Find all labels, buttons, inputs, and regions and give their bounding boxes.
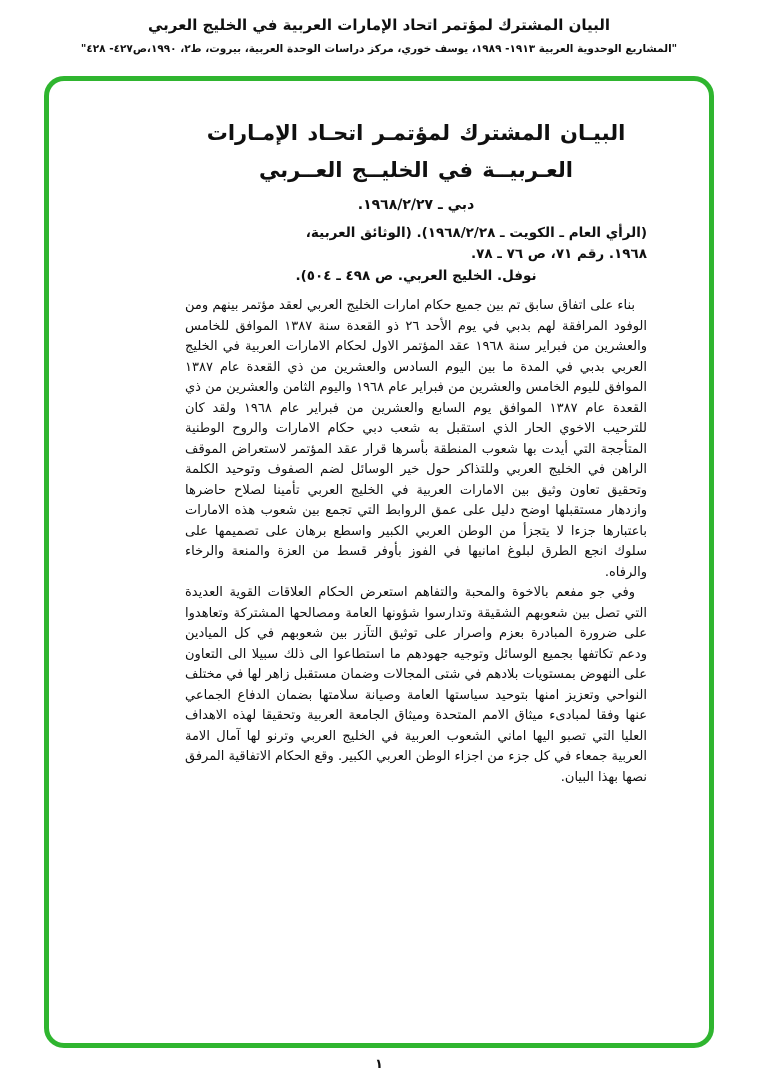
document-content xyxy=(185,115,647,788)
page-header xyxy=(0,0,758,55)
header-title: البيان المشترك لمؤتمر اتحاد الإمارات العربية في الخليج العربي xyxy=(147,16,611,34)
document-frame xyxy=(44,76,714,1048)
source-line-3: نوفل. الخليج العربي. ص ٤٩٨ ـ ٥٠٤). xyxy=(295,267,537,284)
dateline: دبي ـ ١٩٦٨/٢/٢٧. xyxy=(357,196,475,213)
document-body xyxy=(185,296,647,788)
page-number: ١ xyxy=(375,1057,383,1072)
paragraph: وفي جو مفعم بالاخوة والمحبة والتفاهم استعرض الحكام العلاقات القوية العديدة التي تصل بين شعوبهم الشقيقة وتدارسوا شؤونها العامة ومصالحها المشتركة وتعاهدوا على ضرورة المبادرة بعزم واصرار على توثيق التآزر بين شعوبهم في كل الميادين ودعم تكاتفها بجميع الوسائل وتوجيه جهودهم ما استطاعوا الى ذلك سبيلا الى التعاون على النهوض بمستويات بلادهم في شتى المجالات وضمان مستقبل زاهر لها في مختلف النواحي وتعزيز امنها بتوحيد سياستها العامة وصيانة سلامتها بضمان الدفاع الجماعي عنها وفقا لمبادىء ميثاق الامم المتحدة وميثاق الجامعة العربية وتحقيقا لهذه الاهداف العليا التي تصبو اليها اماني الشعوب العربية في الخليج العربي وترنو لها آمال الامة العربية جمعاء في كل جزء من اجزاء الوطن العربي الكبير. وقع الحكام الاتفاقية المرفق نصها بهذا البيان. xyxy=(185,585,647,785)
document-title-line2: العـربيــة في الخليــج العــربي xyxy=(259,157,573,182)
source-line-2: ١٩٦٨. رقم ٧١، ص ٧٦ ـ ٧٨. xyxy=(470,246,647,263)
source-references xyxy=(185,223,647,288)
document-title xyxy=(185,115,647,189)
document-title-line1: البيـان المشترك لمؤتمـر اتحـاد الإمـارات xyxy=(206,121,626,145)
paragraph: بناء على اتفاق سابق تم بين جميع حكام امارات الخليج العربي لعقد مؤتمر بينهم ومن الوفود المرافقة لهم بدبي في يوم الأحد ٢٦ ذو القعدة سنة ١٣٨٧ الموافق للخامس والعشرين من فبراير سنة ١٩٦٨ عقد المؤتمر الاول لحكام الامارات العربية في الخليج العربي بدبي في المدة ما بين اليوم السادس والعشرين من ذي القعدة عام ١٣٨٧ الموافق لليوم الخامس والعشرين من فبراير عام ١٩٦٨ واليوم الثامن والعشرين من ذي القعدة عام ١٣٨٧ الموافق يوم السابع والعشرين من فبراير عام ١٩٦٨ ولقد كان للترحيب الاخوي الحار الذي استقبل به شعب دبي حكام الامارات والروح الوطنية المتأججة التي أيدت بها شعوب المنطقة بأسرها قرار عقد المؤتمر لاستعراض الموقف الراهن في الخليج العربي وللتذاكر حول خير الوسائل لضم الصفوف وتوحيد الكلمة وتحقيق تعاون وثيق بين الامارات العربية في الخليج العربي تأمينا لصلاح حاضرها وازدهار مستقبلها اوضح دليل على عمق الروابط التي تجمع بين شعوب هذه الامارات باعتبارها جزءا لا يتجزأ من الوطن العربي الكبير واسطع برهان على تصميمها على سلوك انجع الطرق لبلوغ امانيها في الفوز بأوفر قسط من العزة والمنعة والرخاء والرفاه. xyxy=(185,298,648,580)
source-line-1: (الرأي العام ـ الكويت ـ ١٩٦٨/٢/٢٨). (الوثائق العربية، xyxy=(305,224,647,241)
header-citation: "المشاريع الوحدوية العربية ١٩١٣- ١٩٨٩، يوسف خوري، مركز دراسات الوحدة العربية، بيروت، ط٢، ١٩٩٠،ص٤٢٧- ٤٢٨" xyxy=(80,43,678,55)
